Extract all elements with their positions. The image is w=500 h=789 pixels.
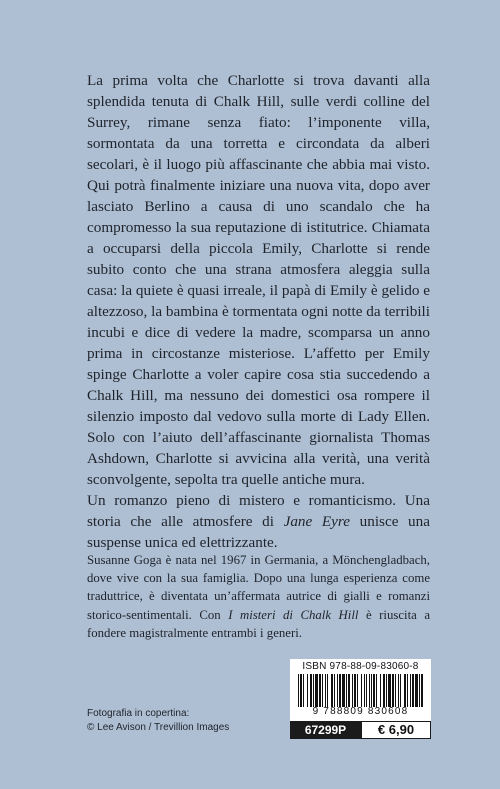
bio-book-title: I misteri di Chalk Hill: [228, 607, 359, 622]
photo-credit-label: Fotografia in copertina:: [87, 708, 190, 719]
product-code: 67299P: [290, 721, 361, 739]
price-label: € 6,90: [361, 721, 431, 739]
author-bio-paragraph: [87, 551, 430, 642]
synopsis: [87, 70, 430, 553]
barcode-codes: [290, 721, 431, 739]
bio-text-end: è riuscita a fondere magistralmente entrambi i generi.: [87, 607, 430, 640]
tagline-paragraph: [87, 490, 430, 553]
barcode-bars: [298, 674, 423, 707]
barcode-box: [290, 659, 431, 739]
tagline-text-end: unisce una suspense unica ed elettrizzante.: [87, 513, 430, 551]
bio-text-start: Susanne Goga è nata nel 1967 in Germania, a Mönchengladbach, dove vive con la sua famiglia. Dopo una lunga esperienza come traduttrice, è diventata un’affermata autrice di gialli e romanzi storico-sentimentali. Con: [87, 553, 430, 622]
photo-credit-source: © Lee Avison / Trevillion Images: [87, 722, 230, 733]
isbn-label: ISBN 978-88-09-83060-8: [302, 661, 419, 672]
tagline-book-title: Jane Eyre: [283, 513, 350, 530]
synopsis-paragraph: La prima volta che Charlotte si trova davanti alla splendida tenuta di Chalk Hill, sulle verdi colline del Surrey, rimane senza fiato: l’imponente villa, sormontata da una torretta e circondata da alberi secolari, è il luogo più affascinante che abbia mai visto. Qui potrà finalmente iniziare una nuova vita, dopo aver lasciato Berlino a causa di uno scandalo che ha compromesso la sua reputazione di istitutrice. Chiamata a occuparsi della piccola Emily, Charlotte si rende subito conto che una strana atmosfera aleggia sulla casa: la quiete è quasi irreale, il papà di Emily è gelido e altezzoso, la bambina è tormentata ogni notte da terribili incubi e dice di vedere la madre, scomparsa un anno prima in circostanze misteriose. L’affetto per Emily spinge Charlotte a voler capire cosa stia succedendo a Chalk Hill, ma nessuno dei domestici osa rompere il silenzio imposto dal vedovo sulla morte di Lady Ellen. Solo con l’aiuto dell’affascinante giornalista Thomas Ashdown, Charlotte si avvicina alla verità, una verità sconvolgente, sepolta tra quelle antiche mura.: [87, 72, 430, 488]
tagline-text-start: Un romanzo pieno di mistero e romanticismo. Una storia che alle atmosfere di: [87, 492, 430, 530]
barcode-digits: 9 788809 830608: [312, 706, 409, 717]
author-bio: [87, 551, 430, 642]
photo-credits: [87, 707, 267, 735]
